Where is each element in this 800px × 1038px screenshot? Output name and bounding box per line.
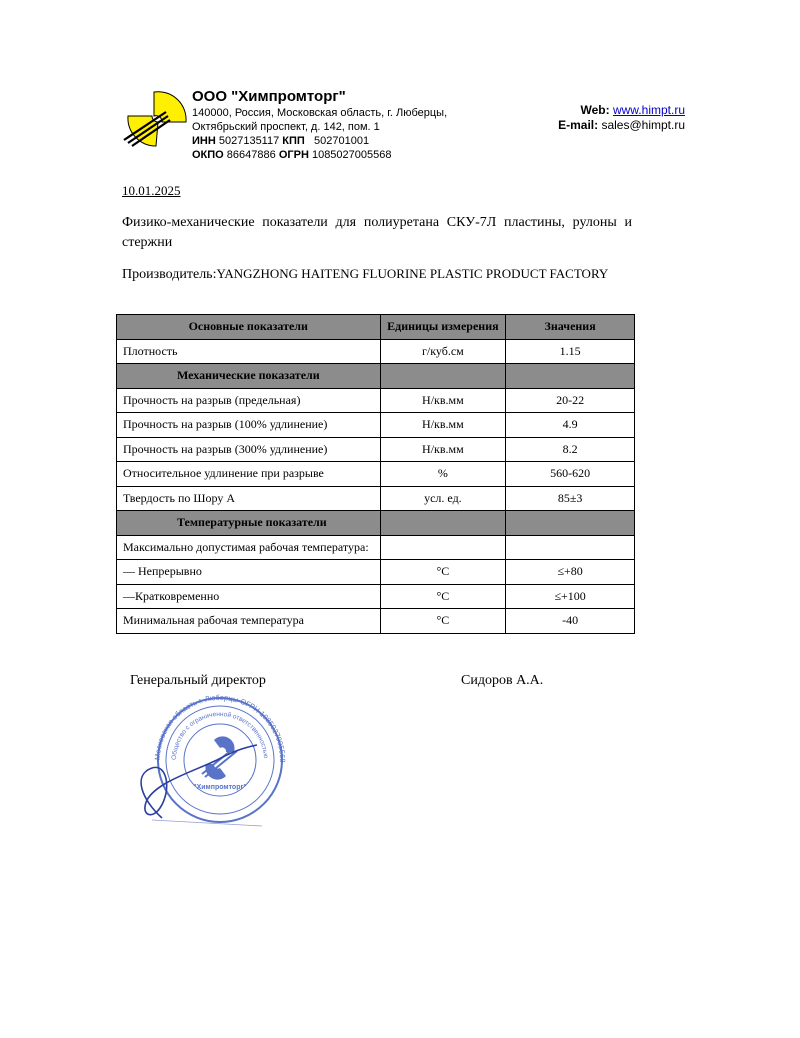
row-label: — Непрерывно bbox=[117, 560, 381, 585]
row-value: 1.15 bbox=[506, 339, 635, 364]
row-value: ≤+80 bbox=[506, 560, 635, 585]
email-value: sales@himpt.ru bbox=[601, 118, 685, 132]
table-row bbox=[117, 584, 635, 609]
company-address-line2: Октябрьский проспект, д. 142, пом. 1 bbox=[192, 121, 380, 133]
section-unit bbox=[380, 511, 506, 536]
company-name: ООО "Химпромторг" bbox=[192, 88, 346, 105]
row-unit: усл. ед. bbox=[380, 486, 506, 511]
row-unit: Н/кв.мм bbox=[380, 437, 506, 462]
company-okpo-ogrn bbox=[192, 148, 447, 162]
row-unit: г/куб.см bbox=[380, 339, 506, 364]
kpp-label: КПП bbox=[282, 135, 305, 147]
row-unit: °С bbox=[380, 584, 506, 609]
email-label: E-mail: bbox=[558, 118, 599, 132]
web-label: Web: bbox=[580, 103, 610, 117]
row-label: Прочность на разрыв (300% удлинение) bbox=[117, 437, 381, 462]
row-label: Относительное удлинение при разрыве bbox=[117, 462, 381, 487]
row-value bbox=[506, 535, 635, 560]
row-unit: % bbox=[380, 462, 506, 487]
producer-line bbox=[122, 266, 608, 283]
ogrn-value: 1085027005568 bbox=[311, 149, 392, 161]
company-info bbox=[192, 88, 447, 162]
email-line bbox=[558, 118, 685, 133]
row-unit: Н/кв.мм bbox=[380, 388, 506, 413]
document-subject: Физико-механические показатели для полиуретана СКУ-7Л пластины, рулоны и стержни bbox=[122, 215, 632, 250]
company-inn-kpp bbox=[192, 134, 447, 148]
table-row bbox=[117, 413, 635, 438]
table-header-row bbox=[117, 315, 635, 340]
table-row bbox=[117, 339, 635, 364]
row-unit: °С bbox=[380, 560, 506, 585]
stamp-center-text: "Химпромторг" bbox=[193, 784, 247, 791]
web-link[interactable]: www.himpt.ru bbox=[612, 103, 685, 117]
signatory-position: Генеральный директор bbox=[130, 673, 266, 688]
table-section-row bbox=[117, 511, 635, 536]
row-label: Прочность на разрыв (100% удлинение) bbox=[117, 413, 381, 438]
table-row bbox=[117, 560, 635, 585]
section-title: Механические показатели bbox=[117, 364, 381, 389]
company-logo-icon bbox=[122, 88, 192, 150]
table-row bbox=[117, 486, 635, 511]
row-unit: °С bbox=[380, 609, 506, 634]
section-value bbox=[506, 364, 635, 389]
producer-label: Производитель: bbox=[122, 267, 217, 282]
web-line bbox=[558, 103, 685, 118]
producer-value: YANGZHONG HAITENG FLUORINE PLASTIC PRODUCT FACTORY bbox=[216, 266, 609, 281]
okpo-label: ОКПО bbox=[192, 149, 224, 161]
header-indicator: Основные показатели bbox=[117, 315, 381, 340]
table-section-row bbox=[117, 364, 635, 389]
section-unit bbox=[380, 364, 506, 389]
row-value: -40 bbox=[506, 609, 635, 634]
row-label: Твердость по Шору А bbox=[117, 486, 381, 511]
row-value: 560-620 bbox=[506, 462, 635, 487]
ogrn-label: ОГРН bbox=[278, 149, 309, 161]
row-value: 85±3 bbox=[506, 486, 635, 511]
table-row bbox=[117, 535, 635, 560]
company-stamp-icon bbox=[122, 690, 302, 830]
inn-label: ИНН bbox=[192, 135, 216, 147]
document-date: 10.01.2025 bbox=[122, 183, 181, 198]
row-value: 20-22 bbox=[506, 388, 635, 413]
row-label: Максимально допустимая рабочая температура: bbox=[117, 535, 381, 560]
stamp-inner-text: Общество с ограниченной ответственностью bbox=[170, 710, 270, 761]
stamp-outer-text: Московская область г. Люберцы ОГРН 1085027005568 bbox=[152, 692, 288, 763]
okpo-value: 86647886 bbox=[226, 149, 276, 161]
company-address-line1: 140000, Россия, Московская область, г. Люберцы, bbox=[192, 107, 448, 119]
row-value: 4.9 bbox=[506, 413, 635, 438]
row-label: Плотность bbox=[117, 339, 381, 364]
table-row bbox=[117, 609, 635, 634]
inn-value: 5027135117 bbox=[218, 135, 280, 147]
kpp-value: 502701001 bbox=[314, 135, 370, 147]
table-row bbox=[117, 437, 635, 462]
table-row bbox=[117, 388, 635, 413]
section-title: Температурные показатели bbox=[117, 511, 381, 536]
row-unit bbox=[380, 535, 506, 560]
row-value: 8.2 bbox=[506, 437, 635, 462]
header-units: Единицы измерения bbox=[380, 315, 506, 340]
section-value bbox=[506, 511, 635, 536]
row-label: Минимальная рабочая температура bbox=[117, 609, 381, 634]
signatory-name: Сидоров А.А. bbox=[461, 673, 544, 688]
table-row bbox=[117, 462, 635, 487]
row-unit: Н/кв.мм bbox=[380, 413, 506, 438]
company-contacts bbox=[558, 103, 685, 133]
row-label: Прочность на разрыв (предельная) bbox=[117, 388, 381, 413]
row-value: ≤+100 bbox=[506, 584, 635, 609]
header-values: Значения bbox=[506, 315, 635, 340]
row-label: —Кратковременно bbox=[117, 584, 381, 609]
properties-table bbox=[116, 314, 635, 634]
